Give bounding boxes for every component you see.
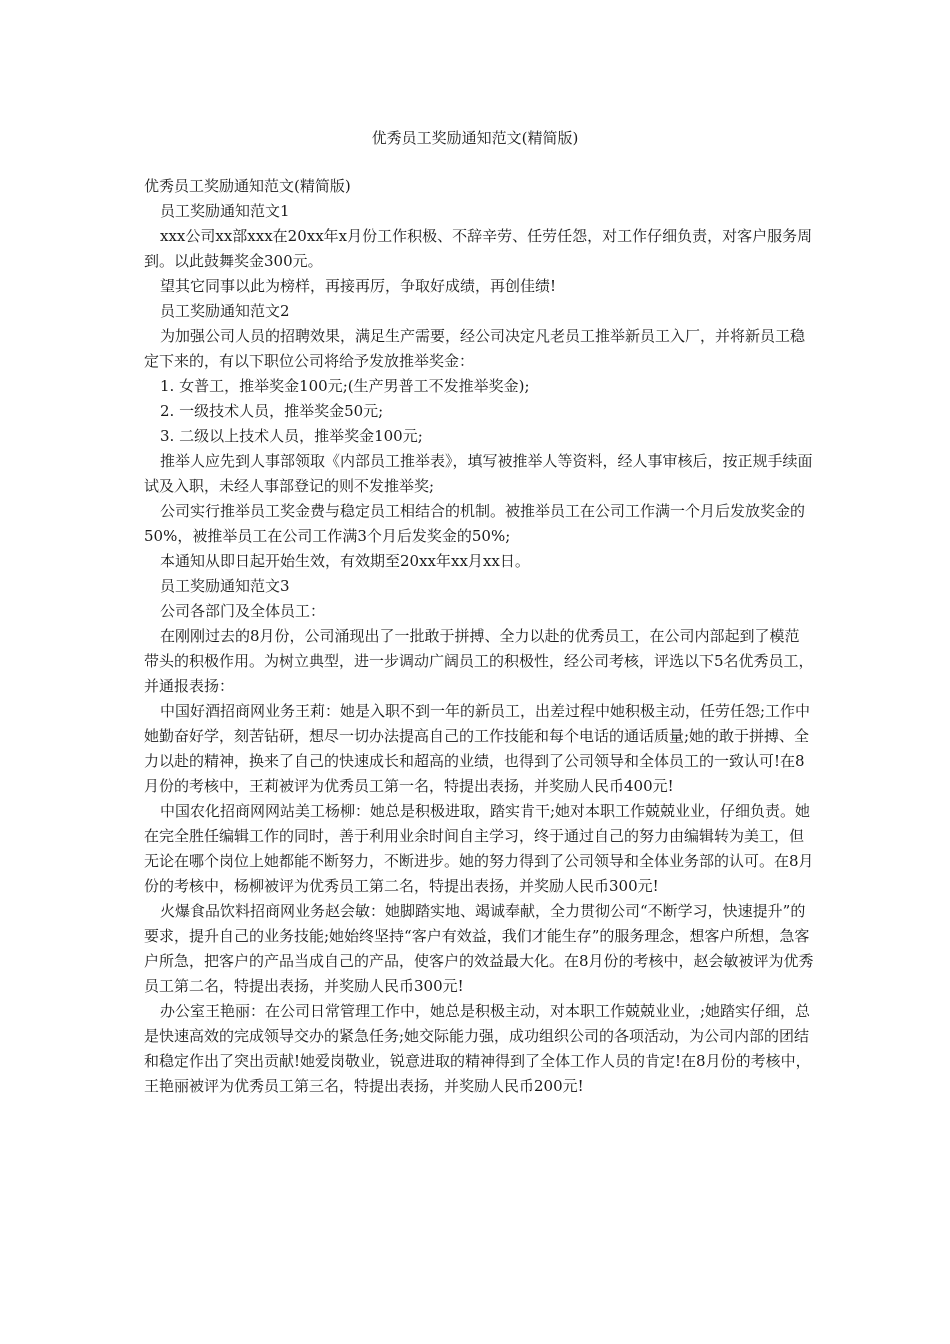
document-body bbox=[144, 174, 814, 1099]
paragraph: 优秀员工奖励通知范文(精简版) bbox=[144, 177, 351, 195]
list-item: 3. 二级以上技术人员，推举奖金100元; bbox=[160, 427, 423, 445]
paragraph: 火爆食品饮料招商网业务赵会敏：她脚踏实地、竭诚奉献，全力贯彻公司“不断学习，快速提升”的要求，提升自己的业务技能;她始终坚持“客户有效益，我们才能生存”的服务理念，想客户所想，急客户所急，把客户的产品当成自己的产品，使客户的效益最大化。在8月份的考核中，赵会敏被评为优秀员工第二名，特提出表扬，并奖励人民币300元! bbox=[144, 902, 814, 995]
paragraph: 望其它同事以此为榜样，再接再厉，争取好成绩，再创佳绩! bbox=[160, 277, 557, 295]
list-item: 2. 一级技术人员，推举奖金50元; bbox=[160, 402, 384, 420]
paragraph: 公司实行推举员工奖金费与稳定员工相结合的机制。被推举员工在公司工作满一个月后发放奖金的50%，被推举员工在公司工作满3个月后发奖金的50%; bbox=[144, 502, 806, 545]
section-heading: 员工奖励通知范文2 bbox=[160, 302, 290, 320]
paragraph: 中国好酒招商网业务王莉：她是入职不到一年的新员工，出差过程中她积极主动，任劳任怨;工作中她勤奋好学，刻苦钻研，想尽一切办法提高自己的工作技能和每个电话的通话质量;她的敢于拼搏、全力以赴的精神，换来了自己的快速成长和超高的业绩，也得到了公司领导和全体员工的一致认可!在8月份的考核中，王莉被评为优秀员工第一名，特提出表扬，并奖励人民币400元! bbox=[144, 702, 811, 795]
section-heading: 员工奖励通知范文3 bbox=[160, 577, 290, 595]
paragraph: 为加强公司人员的招聘效果，满足生产需要，经公司决定凡老员工推举新员工入厂，并将新员工稳定下来的，有以下职位公司将给予发放推举奖金： bbox=[144, 327, 806, 370]
paragraph: 推举人应先到人事部领取《内部员工推举表》，填写被推举人等资料，经人事审核后，按正规手续面试及入职，未经人事部登记的则不发推举奖; bbox=[144, 452, 813, 495]
paragraph: 办公室王艳丽：在公司日常管理工作中，她总是积极主动，对本职工作兢兢业业，;她踏实仔细，总是快速高效的完成领导交办的紧急任务;她交际能力强，成功组织公司的各项活动，为公司内部的团结和稳定作出了突出贡献!她爱岗敬业，锐意进取的精神得到了全体工作人员的肯定!在8月份的考核中，王艳丽被评为优秀员工第三名，特提出表扬，并奖励人民币200元! bbox=[144, 1002, 811, 1095]
paragraph: 在刚刚过去的8月份，公司涌现出了一批敢于拼搏、全力以赴的优秀员工，在公司内部起到了模范带头的积极作用。为树立典型，进一步调动广阔员工的积极性，经公司考核，评选以下5名优秀员工，并通报表扬： bbox=[144, 627, 814, 695]
page-title: 优秀员工奖励通知范文(精简版) bbox=[371, 129, 579, 147]
section-heading: 员工奖励通知范文1 bbox=[160, 202, 290, 220]
paragraph: xxx公司xx部xxx在20xx年x月份工作积极、不辞辛劳、任劳任怨，对工作仔细负责，对客户服务周到。以此鼓舞奖金300元。 bbox=[144, 227, 813, 270]
paragraph: 本通知从即日起开始生效，有效期至20xx年xx月xx日。 bbox=[160, 552, 530, 570]
paragraph: 公司各部门及全体员工： bbox=[160, 602, 326, 620]
list-item: 1. 女普工，推举奖金100元;(生产男普工不发推举奖金); bbox=[160, 377, 530, 395]
paragraph: 中国农化招商网网站美工杨柳：她总是积极进取，踏实肯干;她对本职工作兢兢业业，仔细负责。她在完全胜任编辑工作的同时，善于利用业余时间自主学习，终于通过自己的努力由编辑转为美工，但无论在哪个岗位上她都能不断努力，不断进步。她的努力得到了公司领导和全体业务部的认可。在8月份的考核中，杨柳被评为优秀员工第二名，特提出表扬，并奖励人民币300元! bbox=[144, 802, 814, 895]
